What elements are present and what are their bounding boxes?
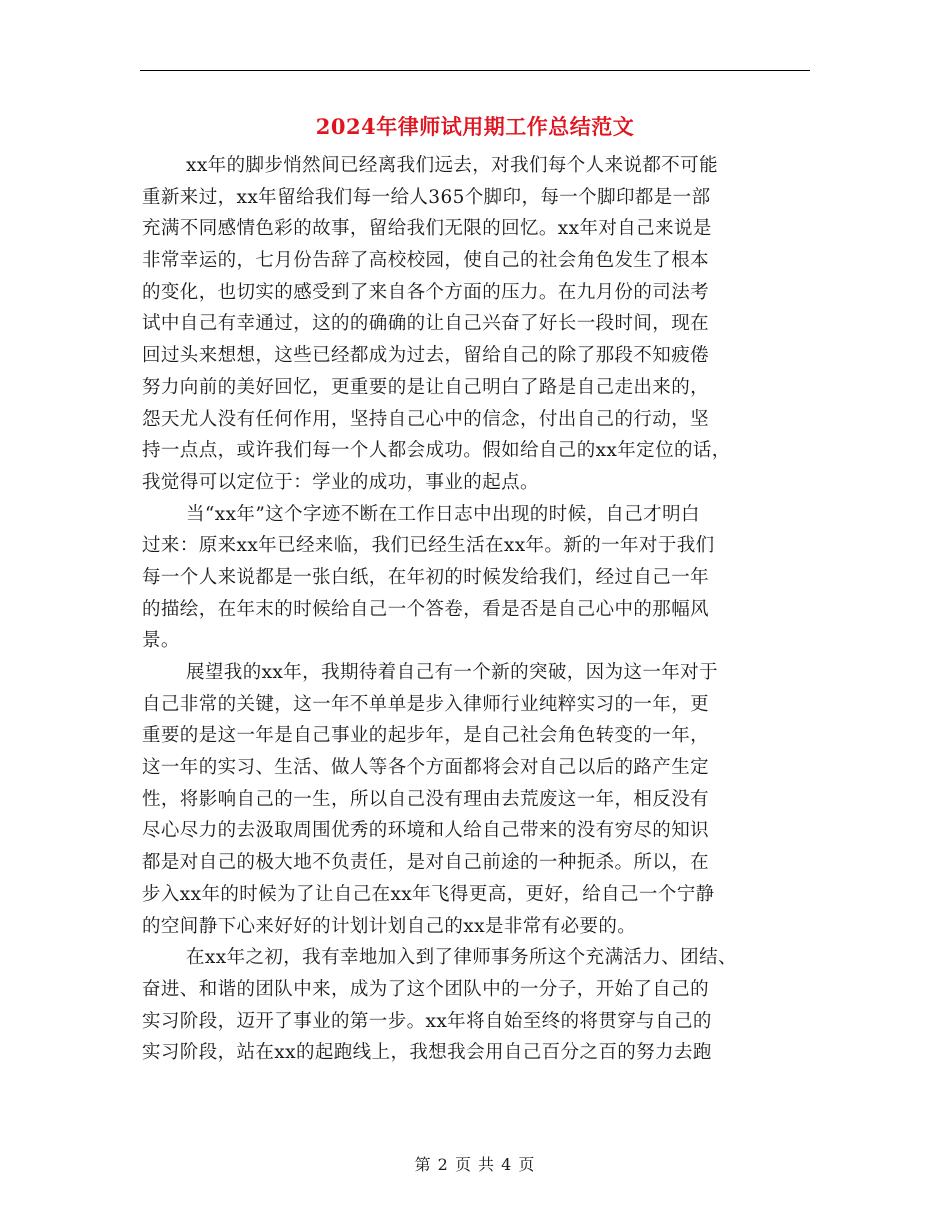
text-line: 持一点点，或许我们每一个人都会成功。假如给自己的xx年定位的话， [142,440,731,462]
text-line: 试中自己有幸通过，这的的确确的让自己兴奋了好长一段时间，现在 [142,313,710,335]
text-line: 在xx年之初，我有幸地加入到了律师事务所这个充满活力、团结、 [186,947,737,969]
page-number: 第 2 页 共 4 页 [414,1155,536,1174]
text-line: 怨天尤人没有任何作用，坚持自己心中的信念，付出自己的行动，坚 [142,408,710,430]
paragraph-4 [142,942,802,1069]
text-line: 自己非常的关键，这一年不单单是步入律师行业纯粹实习的一年，更 [142,693,710,715]
text-line: xx年的脚步悄然间已经离我们远去，对我们每个人来说都不可能 [186,155,718,176]
paragraph-1 [142,150,802,499]
text-line: 性，将影响自己的一生，所以自己没有理由去荒废这一年，相反没有 [142,788,710,810]
text-line: 非常幸运的，七月份告辞了高校校园，使自己的社会角色发生了根本 [142,250,710,272]
text-line: 的变化，也切实的感受到了来自各个方面的压力。在九月份的司法考 [142,281,710,303]
paragraph-3 [142,657,802,942]
document-body [142,150,802,1069]
document-title: 2024年律师试用期工作总结范文 [315,114,635,139]
text-line: 展望我的xx年，我期待着自己有一个新的突破，因为这一年对于 [186,662,718,683]
header-rule [140,70,810,71]
text-line: 实习阶段，迈开了事业的第一步。xx年将自始至终的将贯穿与自己的 [142,1010,712,1032]
text-line: 充满不同感情色彩的故事，留给我们无限的回忆。xx年对自己来说是 [142,218,712,240]
text-line: 的描绘，在年末的时候给自己一个答卷，看是否是自己心中的那幅风 [142,598,710,620]
text-line: 当“xx年”这个字迹不断在工作日志中出现的时候，自己才明白 [186,503,700,525]
text-line: 重新来过，xx年留给我们每一给人365个脚印，每一个脚印都是一部 [142,186,711,208]
text-line: 步入xx年的时候为了让自己在xx年飞得更高，更好，给自己一个宁静 [142,883,715,905]
text-line: 的空间静下心来好好的计划计划自己的xx是非常有必要的。 [142,915,637,937]
text-line: 都是对自己的极大地不负责任，是对自己前途的一种扼杀。所以，在 [142,852,710,874]
text-line: 重要的是这一年是自己事业的起步年，是自己社会角色转变的一年， [142,725,710,747]
text-line: 尽心尽力的去汲取周围优秀的环境和人给自己带来的没有穷尽的知识 [142,820,710,842]
text-line: 奋进、和谐的团队中来，成为了这个团队中的一分子，开始了自己的 [142,978,710,1000]
text-line: 景。 [142,630,180,652]
text-line: 这一年的实习、生活、做人等各个方面都将会对自己以后的路产生定 [142,757,710,779]
text-line: 回过头来想想，这些已经都成为过去，留给自己的除了那段不知疲倦 [142,345,710,367]
text-line: 我觉得可以定位于：学业的成功，事业的起点。 [142,471,539,493]
text-line: 每一个人来说都是一张白纸，在年初的时候发给我们，经过自己一年 [142,566,710,588]
text-line: 实习阶段，站在xx的起跑线上，我想我会用自己百分之百的努力去跑 [142,1042,712,1064]
text-line: 过来：原来xx年已经来临，我们已经生活在xx年。新的一年对于我们 [142,535,715,557]
paragraph-2 [142,499,802,657]
text-line: 努力向前的美好回忆，更重要的是让自己明白了路是自己走出来的， [142,376,710,398]
